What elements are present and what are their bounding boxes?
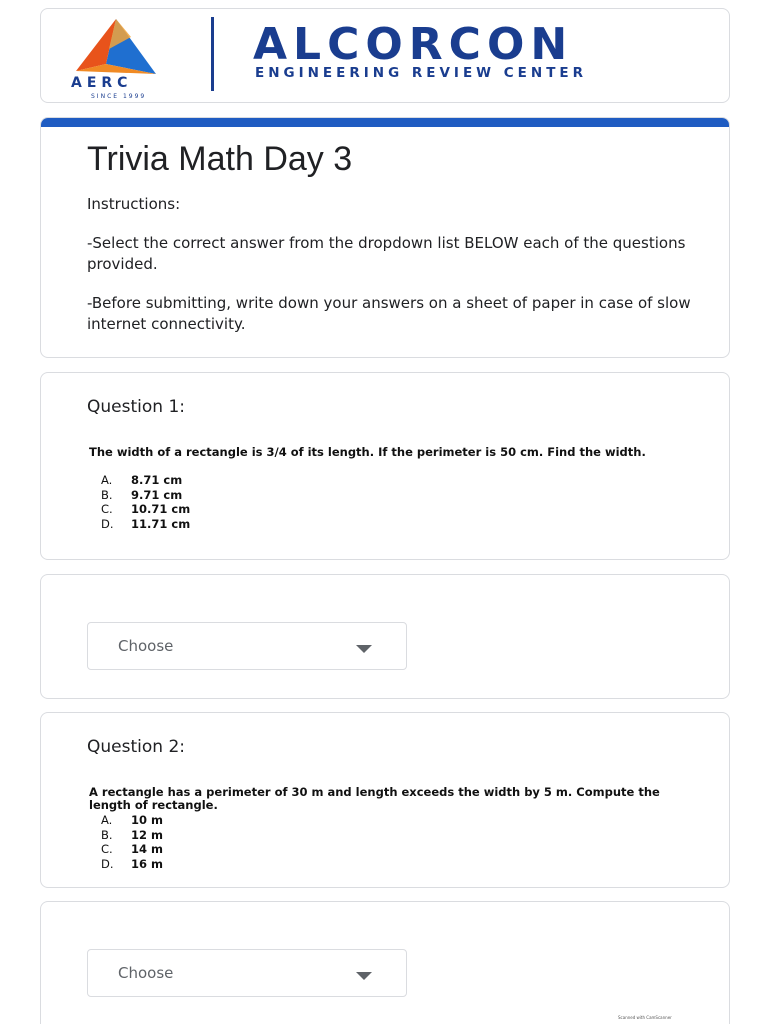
scanner-watermark: Scanned with CamScanner [618,1015,672,1020]
option-letter: D. [101,516,114,531]
answer-card [40,901,730,1024]
brand-name: ALCORCON [253,19,574,70]
option-letter: B. [101,827,113,842]
option-value: 8.71 cm [131,473,183,487]
instructions-heading: Instructions: [87,195,181,213]
option-letter: C. [101,502,113,517]
answer-options-list [101,473,190,531]
option-value: 16 m [131,856,163,871]
logo-divider [211,17,214,91]
option-value: 11.71 cm [131,516,191,531]
logo-text: AERC [71,75,133,91]
answer-option [101,473,190,488]
option-letter: B. [101,487,113,502]
dropdown-arrow-icon [356,972,372,980]
answer-dropdown[interactable] [87,949,407,997]
option-letter: A. [101,473,113,487]
option-value: 14 m [131,842,163,857]
option-value: 10.71 cm [131,502,191,517]
question-card [40,372,730,560]
form-title-card [40,117,730,358]
answer-card [40,574,730,699]
answer-option [101,488,190,503]
answer-option [101,813,163,828]
answer-option [101,828,163,843]
option-letter: A. [101,813,113,827]
answer-option [101,842,163,857]
question-title: Question 1: [87,397,185,417]
dropdown-label: Choose [118,964,174,982]
brand-tagline: ENGINEERING REVIEW CENTER [255,65,588,81]
title-accent-bar [41,118,729,127]
option-letter: D. [101,856,114,871]
question-text: The width of a rectangle is 3/4 of its length. If the perimeter is 50 cm. Find the width. [89,445,646,459]
answer-dropdown[interactable] [87,622,407,670]
answer-option [101,857,163,872]
question-title: Question 2: [87,737,185,757]
header-card [40,8,730,103]
option-letter: C. [101,842,113,857]
answer-options-list [101,813,163,871]
question-text: A rectangle has a perimeter of 30 m and length exceeds the width by 5 m. Compute the length of rectangle. [89,785,660,812]
answer-option [101,502,190,517]
option-value: 10 m [131,813,163,827]
instruction-text: -Before submitting, write down your answers on a sheet of paper in case of slow internet connectivity. [87,294,691,333]
dropdown-label: Choose [118,637,174,655]
option-value: 9.71 cm [131,487,183,502]
dropdown-arrow-icon [356,645,372,653]
logo-since: SINCE 1999 [91,93,147,99]
form-title: Trivia Math Day 3 [87,140,353,178]
option-value: 12 m [131,827,163,842]
answer-option [101,517,190,532]
aerc-logo-icon [61,19,181,99]
instruction-text: -Select the correct answer from the dropdown list BELOW each of the questions provided. [87,234,686,273]
question-card [40,712,730,888]
